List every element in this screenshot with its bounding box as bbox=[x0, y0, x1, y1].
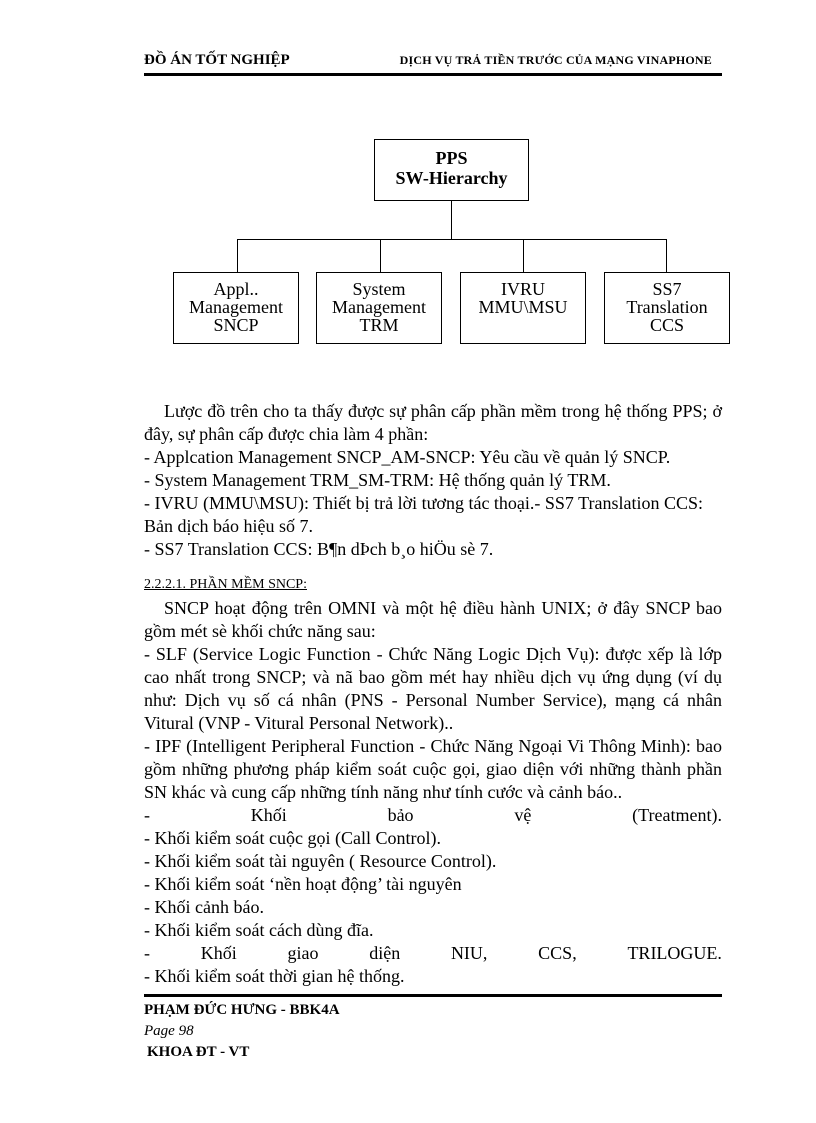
connector-child-1 bbox=[237, 239, 238, 272]
intro-item: - SS7 Translation CCS: B¶n dÞch b¸o hiÖu sè 7. bbox=[144, 539, 494, 559]
word: NIU, bbox=[450, 943, 488, 963]
footer-rule bbox=[144, 994, 722, 997]
word: Khối bbox=[250, 805, 287, 825]
list-item: - Khối kiểm soát tài nguyên ( Resource Control). bbox=[144, 851, 497, 871]
connector-child-2 bbox=[380, 239, 381, 272]
word: TRILOGUE. bbox=[627, 943, 722, 963]
box-line: Translation bbox=[626, 297, 708, 317]
word: diện bbox=[369, 943, 401, 963]
footer-page-number: Page 98 bbox=[144, 1023, 194, 1039]
intro-item: - IVRU (MMU\MSU): Thiết bị trả lời tương tác thoại.- SS7 Translation CCS: Bản dịch báo hiệu số 7. bbox=[144, 493, 703, 536]
box-line: Management bbox=[189, 297, 283, 317]
diagram-box-appl-management bbox=[173, 272, 299, 344]
diagram-root-box bbox=[374, 139, 529, 201]
intro-item: - Applcation Management SNCP_AM-SNCP: Yêu cầu về quản lý SNCP. bbox=[144, 447, 671, 467]
footer-author: PHẠM ĐỨC HƯNG - BBK4A bbox=[144, 1002, 340, 1018]
word: - bbox=[144, 805, 150, 825]
list-item: - Khối kiểm soát thời gian hệ thống. bbox=[144, 966, 405, 986]
box-line: MMU\MSU bbox=[478, 297, 568, 317]
footer-department: KHOA ĐT - VT bbox=[147, 1044, 250, 1060]
list-item: - Khối kiểm soát cách dùng đĩa. bbox=[144, 920, 374, 940]
diagram-box-ivru bbox=[460, 272, 586, 344]
header-left-title: ĐỒ ÁN TỐT NGHIỆP bbox=[144, 52, 290, 68]
intro-item: - System Management TRM_SM-TRM: Hệ thống quản lý TRM. bbox=[144, 470, 611, 490]
word: - bbox=[144, 943, 150, 963]
list-item: - Khối cảnh báo. bbox=[144, 897, 264, 917]
intro-paragraph: Lược đồ trên cho ta thấy được sự phân cấp phần mềm trong hệ thống PPS; ở đây, sự phân cấp được chia làm 4 phần: bbox=[144, 401, 722, 444]
section-heading: 2.2.2.1. PHẦN MỀM SNCP: bbox=[144, 577, 307, 592]
box-line: CCS bbox=[649, 315, 685, 335]
section-paragraph: - SLF (Service Logic Function - Chức Năng Logic Dịch Vụ): được xếp là lớp cao nhất trong SNCP; và nã bao gồm mét hay nhiều dịch vụ ứng dụng (ví dụ như: Dịch vụ số cá nhân (PNS - Personal Number Service), mạng cá nhân Vitural (VNP - Vitural Personal Network).. bbox=[144, 644, 722, 733]
word: (Treatment). bbox=[632, 805, 722, 825]
word: CCS, bbox=[538, 943, 577, 963]
root-line-1: PPS bbox=[435, 148, 468, 168]
word: giao bbox=[287, 943, 319, 963]
hierarchy-diagram bbox=[0, 0, 816, 400]
niu-line bbox=[144, 942, 722, 965]
section-paragraph: - IPF (Intelligent Peripheral Function - Chức Năng Ngoại Vi Thông Minh): bao gồm những phương pháp kiểm soát cuộc gọi, giao diện với những thành phần SN khác và cung cấp những tính năng như tính cước và cảnh báo.. bbox=[144, 736, 722, 802]
word: bảo bbox=[387, 805, 414, 825]
box-line: Appl.. bbox=[213, 279, 259, 299]
section-paragraph: SNCP hoạt động trên OMNI và một hệ điều hành UNIX; ở đây SNCP bao gồm mét sè khối chức năng sau: bbox=[144, 598, 722, 641]
diagram-box-ss7-translation bbox=[604, 272, 730, 344]
box-line: IVRU bbox=[501, 279, 545, 299]
root-line-2: SW-Hierarchy bbox=[395, 168, 508, 188]
connector-child-3 bbox=[523, 239, 524, 272]
list-item: - Khối kiểm soát cuộc gọi (Call Control). bbox=[144, 828, 441, 848]
document-body bbox=[144, 400, 722, 988]
box-line: System bbox=[352, 279, 406, 299]
connector-horizontal bbox=[237, 239, 667, 240]
box-line: SNCP bbox=[213, 315, 259, 335]
connector-root-down bbox=[451, 201, 452, 240]
list-item: - Khối kiểm soát ‘nền hoạt động’ tài nguyên bbox=[144, 874, 462, 894]
word: Khối bbox=[200, 943, 237, 963]
box-line: SS7 bbox=[652, 279, 682, 299]
word: vệ bbox=[514, 805, 532, 825]
connector-child-4 bbox=[666, 239, 667, 272]
box-line: TRM bbox=[359, 315, 399, 335]
header-right-title: DỊCH VỤ TRẢ TIỀN TRƯỚC CỦA MẠNG VINAPHONE bbox=[399, 53, 712, 67]
box-line: Management bbox=[332, 297, 426, 317]
diagram-box-system-management bbox=[316, 272, 442, 344]
treatment-line bbox=[144, 804, 722, 827]
page-footer bbox=[144, 1000, 340, 1063]
